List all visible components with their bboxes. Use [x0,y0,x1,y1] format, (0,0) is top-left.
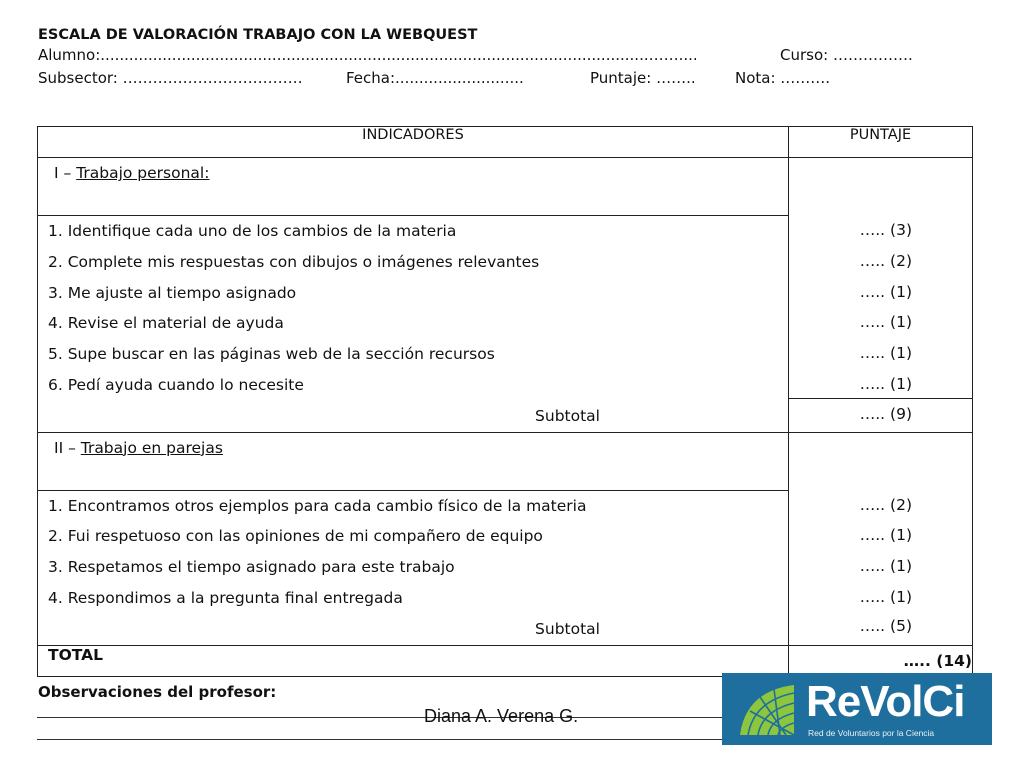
score-cell: ….. (1) [859,587,912,606]
score-cell: ….. (1) [859,344,912,363]
section1-subtotal-label: Subtotal [535,406,600,425]
list-item: 6. Pedí ayuda cuando lo necesite [48,375,304,394]
globe-grid-icon [736,681,798,739]
section1-title: Trabajo personal: [76,164,210,182]
list-item: 1. Identifique cada uno de los cambios de la materia [48,222,457,240]
score-cell: ….. (1) [859,526,912,545]
section2-heading-row [38,432,973,490]
logo-tagline: Red de Voluntarios por la Ciencia [808,728,935,738]
section1-subtotal-cell [788,398,972,429]
score-cell: ….. (1) [859,282,912,301]
observation-line-2 [37,739,722,740]
list-item: 2. Fui respetuoso con las opiniones de mi compañero de equipo [48,527,543,546]
section2-prefix: II – [54,438,81,457]
list-item: 3. Me ajuste al tiempo asignado [48,283,297,302]
observaciones-label: Observaciones del profesor: [38,683,277,701]
score-cell: ….. (2) [859,251,912,270]
alumno-field: Alumno:...................................................................................................................…….... [38,46,698,64]
section2-title: Trabajo en parejas [80,438,223,457]
score-cell: ….. (2) [859,495,912,514]
section1-prefix: I – [54,164,77,182]
list-item: 4. Revise el material de ayuda [48,314,284,333]
section2-subtotal-label: Subtotal [535,619,600,638]
score-cell: ….. (1) [859,557,912,576]
section1-heading [38,158,788,182]
score-cell: ….. (1) [859,313,912,332]
revolci-logo [722,673,992,745]
curso-field: Curso: ……………. [780,46,913,64]
list-item: 4. Respondimos a la pregunta final entregada [48,588,403,607]
table-header-row [38,127,973,158]
observation-line-1 [37,717,722,718]
score-cell: ….. (1) [859,374,912,393]
logo-wordmark: ReVolCi [806,677,965,726]
section1-heading-row [38,158,973,216]
fecha-field: Fecha:........................... [346,69,524,87]
section1-scores [789,158,973,433]
total-row [38,645,973,676]
score-cell: ….. (3) [859,221,912,239]
section2-subtotal-score: ….. (5) [859,617,912,635]
section2-heading [38,433,788,457]
signature: Diana A. Verena G. [424,706,579,726]
subsector-field: Subsector: ……………………………… [38,69,303,87]
list-item: 5. Supe buscar en las páginas web de la sección recursos [48,345,495,364]
total-score: ….. (14) [789,645,973,676]
total-label: TOTAL [38,645,789,676]
header-title: ESCALA DE VALORACIÓN TRABAJO CON LA WEBQUEST [38,27,478,43]
section1-subtotal-score: ….. (9) [859,405,912,423]
header-indicadores: INDICADORES [38,127,789,158]
list-item: 3. Respetamos el tiempo asignado para este trabajo [48,558,455,577]
section2-subtotal-cell [788,611,972,642]
list-item: 1. Encontramos otros ejemplos para cada cambio físico de la materia [48,496,587,515]
puntaje-field: Puntaje: …….. [590,69,696,87]
nota-field: Nota: ………. [735,69,831,87]
list-item: 2. Complete mis respuestas con dibujos o imágenes relevantes [48,252,540,271]
header-puntaje: PUNTAJE [789,127,973,158]
